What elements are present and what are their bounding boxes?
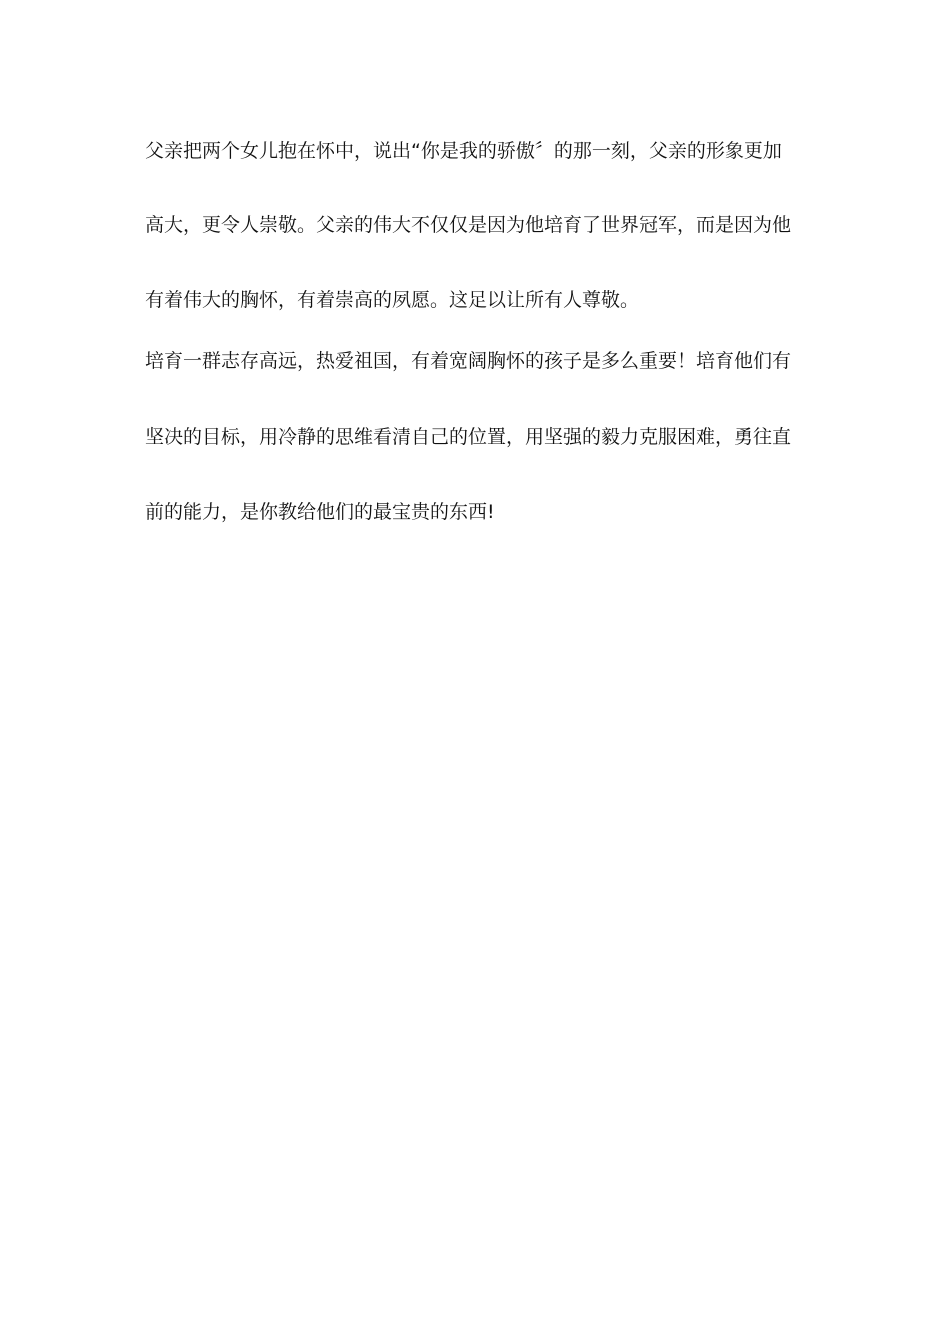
paragraph-line: 高大，更令人崇敬。父亲的伟大不仅仅是因为他培育了世界冠军，而是因为他 (145, 214, 792, 236)
paragraph-line: 有着伟大的胸怀，有着崇高的夙愿。这足以让所有人尊敬。 (145, 289, 640, 311)
paragraph-line: 父亲把两个女儿抱在怀中，说出“你是我的骄傲〞的那一刻，父亲的形象更加 (145, 140, 782, 162)
paragraph-line: 前的能力，是你教给他们的最宝贵的东西! (145, 501, 495, 523)
paragraph-line: 培育一群志存高远，热爱祖国，有着宽阔胸怀的孩子是多么重要！培育他们有 (145, 350, 792, 372)
paragraph-line: 坚决的目标，用冷静的思维看清自己的位置，用坚强的毅力克服困难，勇往直 (145, 426, 792, 448)
